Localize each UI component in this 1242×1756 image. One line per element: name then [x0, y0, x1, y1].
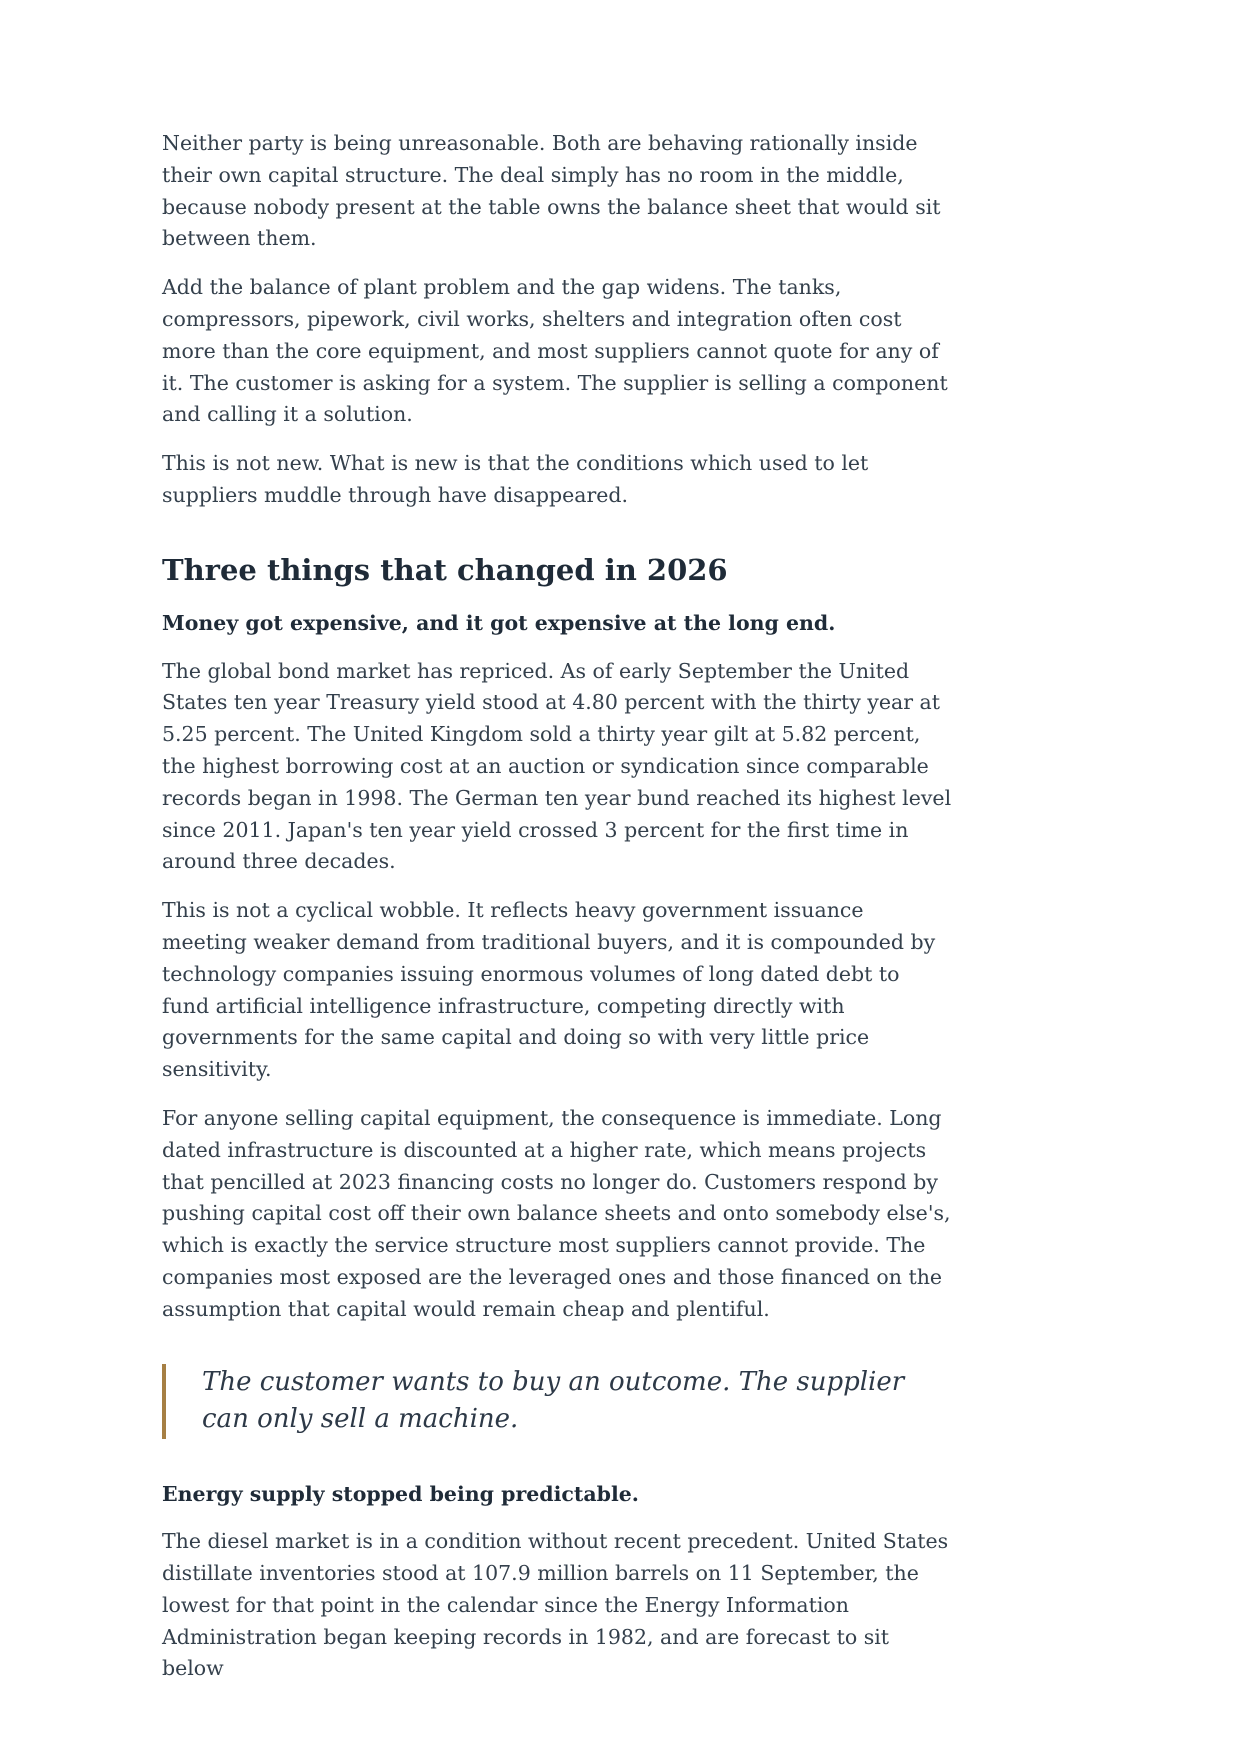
article-body [162, 128, 952, 1702]
intro-paragraph: This is not new. What is new is that the conditions which used to let suppliers muddle through have disappeared. [162, 451, 869, 507]
money-paragraph: The global bond market has repriced. As of early September the United States ten year Treasury yield stood at 4.80 percent with the thirty year at 5.25 percent. The United Kingdom sold a thirty year gilt at 5.82 percent, the highest borrowing cost at an auction or syndication since comparable records began in 1998. The German ten year bund reached its highest level since 2011. Japan's ten year yield crossed 3 percent for the first time in around three decades. [162, 658, 952, 874]
money-paragraph: For anyone selling capital equipment, the consequence is immediate. Long dated infrastructure is discounted at a higher rate, which means projects that pencilled at 2023 financing costs no longer do. Customers respond by pushing capital cost off their own balance sheets and onto somebody else's, which is exactly the service structure most suppliers cannot provide. The companies most exposed are the leveraged ones and those financed on the assumption that capital would remain cheap and plentiful. [162, 1105, 951, 1321]
pullquote: The customer wants to buy an outcome. The supplier can only sell a machine. [162, 1364, 952, 1439]
intro-paragraph: Neither party is being unreasonable. Both are behaving rationally inside their own capital structure. The deal simply has no room in the middle, because nobody present at the table owns the balance sheet that would sit between them. [162, 131, 941, 251]
energy-lead: Energy supply stopped being predictable. [162, 1481, 639, 1506]
intro-paragraph: Add the balance of plant problem and the gap widens. The tanks, compressors, pipework, civil works, shelters and integration often cost more than the core equipment, and most suppliers cannot quote for any of it. The customer is asking for a system. The supplier is selling a component and calling it a solution. [162, 275, 948, 427]
money-paragraph: This is not a cyclical wobble. It reflects heavy government issuance meeting weaker demand from traditional buyers, and it is compounded by technology companies issuing enormous volumes of long dated debt to fund artificial intelligence infrastructure, competing directly with governments for the same capital and doing so with very little price sensitivity. [162, 898, 936, 1082]
energy-paragraph: The diesel market is in a condition without recent precedent. United States distillate inventories stood at 107.9 million barrels on 11 September, the lowest for that point in the calendar since the Energy Information Administration began keeping records in 1982, and are forecast to sit below [162, 1529, 949, 1681]
money-lead: Money got expensive, and it got expensive at the long end. [162, 610, 836, 635]
section-heading: Three things that changed in 2026 [162, 552, 728, 587]
